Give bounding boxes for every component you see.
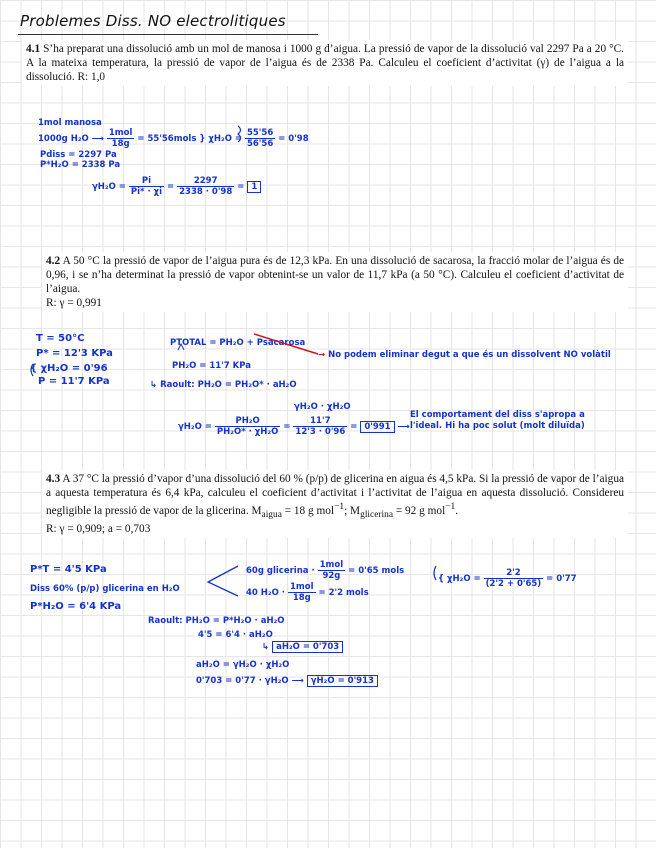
hw-result-box: aH₂O = 0'703 xyxy=(272,641,343,653)
hw-text: = xyxy=(350,422,358,432)
hw-4-1-line1: 1mol manosa xyxy=(38,118,102,128)
hw-text: γH₂O = xyxy=(92,182,126,192)
hw-text: 0'703 = 0'77 · γH₂O xyxy=(196,676,289,686)
hw-text: = xyxy=(283,422,291,432)
hw-result-box: 0'991 xyxy=(360,421,394,433)
problem-text: A 37 °C la pressió d’vapor d’una dissolució del 60 % (p/p) de glicerina en aigua és 4,5 kPa. Si la pressió de vapor de l’aigua a aquesta temperatura és 6,4 kPa, calculeu el coeficient d’activitat i l’activitat de l’aigua en aquesta dissolució. Considereu negligible la pressió de vapor de la glicerina. M xyxy=(46,473,624,517)
problem-text: ; M xyxy=(344,504,361,517)
problem-text: . xyxy=(455,504,459,517)
hw-4-2-note2: l'ideal. Hi ha poc solut (molt diluïda) xyxy=(410,421,585,431)
hw-fraction: $\frac{Pi}{Pi* \cdot \chi i}$ xyxy=(130,176,163,197)
superscript: −1 xyxy=(445,502,456,512)
hw-text: γH₂O = xyxy=(178,422,212,432)
hw-fraction: $\frac{\text{1mol}}{18g}$ xyxy=(108,128,133,149)
hw-4-2-temp: T = 50°C xyxy=(36,333,85,344)
hw-text: 60g glicerina · xyxy=(246,566,315,576)
hw-text: = xyxy=(167,182,175,192)
hw-4-3-r4: aH₂O = γH₂O · χH₂O xyxy=(196,660,290,670)
hw-4-2-ph2o: PH₂O = 11'7 KPa xyxy=(172,361,251,371)
hw-4-3-r3: ↳ aH₂O = 0'703 xyxy=(262,642,343,652)
hw-text: = xyxy=(237,182,245,192)
hw-4-1-line4: P*H₂O = 2338 Pa xyxy=(40,160,121,170)
hw-text: 40 H₂O · xyxy=(246,588,286,598)
hw-4-2-raoult-sub: γH₂O · χH₂O xyxy=(294,402,351,412)
hw-fraction: $\frac{2297}{2338 \cdot 0'98}$ xyxy=(179,176,233,197)
hw-fraction: $\frac{\text{PH₂O}}{\text{PH₂O* · χH₂O}}$ xyxy=(216,416,279,437)
hw-text: = 0'65 mols xyxy=(348,566,405,576)
superscript: −1 xyxy=(334,502,345,512)
hw-4-2-pstar: P* = 12'3 KPa xyxy=(36,348,113,359)
problem-number: 4.1 xyxy=(26,43,41,55)
hw-text: = 0'98 xyxy=(278,134,309,144)
problem-text: S’ha preparat una dissolució amb un mol de manosa i 1000 g d’aigua. La pressió de vapor de la dissolució val 2297 Pa a 20 °C. A la mateixa temperatura, la pressió de vapor de l’aigua és de 2338 Pa. Calculeu el coeficient d’activitat (γ) de l’aigua a la dissolució. R: 1,0 xyxy=(26,43,624,83)
hw-4-3-diss: Diss 60% (p/p) glicerina en H₂O xyxy=(30,584,180,594)
hw-fraction: $\frac{\text{1mol}}{18g}$ xyxy=(290,582,314,603)
hw-4-3-raoult: Raoult: PH₂O = P*H₂O · aH₂O xyxy=(148,616,285,626)
problem-number: 4.2 xyxy=(46,255,61,267)
hw-4-3-r5: 0'703 = 0'77 · γH₂O ⟶ γH₂O = 0'913 xyxy=(196,676,378,686)
hw-fraction: $\frac{\text{1mol}}{92g}$ xyxy=(319,560,344,581)
hw-4-3-ph2o: P*H₂O = 6'4 KPa xyxy=(30,601,122,612)
hw-4-3-pt: P*T = 4'5 KPa xyxy=(30,564,107,575)
problem-number: 4.3 xyxy=(46,473,61,485)
hw-text: χH₂O = 0'96 xyxy=(40,363,108,374)
problem-text: A 50 °C la pressió de vapor de l’aigua pura és de 12,3 kPa. En una dissolució de sacarosa, la fracció molar de l’aigua és de 0,96, i se n’ha determinat la pressió de vapor obtenint-se un valor de 11,7 kPa (a 50 °C). Calculeu el coeficient d’activitat de l’aigua. xyxy=(46,255,624,295)
hw-text: Raoult: PH₂O = PH₂O* · aH₂O xyxy=(160,380,297,390)
hw-4-2-x: { χH₂O = 0'96 xyxy=(30,363,108,374)
hw-fraction: $\frac{11'7}{12'3 \cdot 0'96}$ xyxy=(295,416,346,437)
hw-text: 1000g H₂O xyxy=(38,134,89,144)
hw-result-box: γH₂O = 0'913 xyxy=(307,675,378,687)
hw-text: { χH₂O = xyxy=(438,574,481,584)
hw-4-1-line2: 1000g H₂O ⟶ $\frac{\text{1mol}}{18g}$ = 55'56mols } χH₂O = $\frac{55'56}{56'56}$ = 0'98 xyxy=(38,128,309,149)
hw-4-2-raoult: ↳ Raoult: PH₂O = PH₂O* · aH₂O xyxy=(150,380,297,390)
problem-text: = 92 g mol xyxy=(393,504,446,517)
subscript: aigua xyxy=(261,510,282,521)
hw-4-2-p: P = 11'7 KPa xyxy=(38,376,110,387)
hw-text: = 0'77 xyxy=(546,574,577,584)
hw-fraction: $\frac{2'2}{(2'2 + 0'65)}$ xyxy=(485,568,542,589)
hw-text: } χH₂O = xyxy=(199,134,242,144)
hw-4-2-note-volatil: → No podem eliminar degut a que és un dissolvent NO volàtil xyxy=(318,350,611,360)
page-title: Problemes Diss. NO electrolitiques xyxy=(20,12,286,30)
problem-text: = 18 g mol xyxy=(281,504,335,517)
answer: R: γ = 0,909; a = 0,703 xyxy=(46,523,151,536)
answer: R: γ = 0,991 xyxy=(46,297,102,309)
hw-text: = 55'56mols xyxy=(137,134,197,144)
hw-text: = 2'2 mols xyxy=(318,588,369,598)
hw-4-2-gamma: γH₂O = $\frac{\text{PH₂O}}{\text{PH₂O* · χH₂O}}$ = $\frac{11'7}{12'3 \cdot 0'96}$ = 0'991 ⟶ xyxy=(178,416,410,437)
hw-4-2-note1: El comportament del diss s'apropa a xyxy=(410,410,585,420)
hw-result-box: 1 xyxy=(247,181,261,193)
hw-fraction: $\frac{55'56}{56'56}$ xyxy=(246,128,274,149)
subscript: glicerina xyxy=(360,510,394,521)
hw-4-3-r2: 4'5 = 6'4 · aH₂O xyxy=(198,630,273,640)
hw-4-2-ptotal: PTOTAL = PH₂O + Psacarosa xyxy=(170,338,306,348)
hw-4-1-line3: Pdiss = 2297 Pa xyxy=(40,150,117,160)
